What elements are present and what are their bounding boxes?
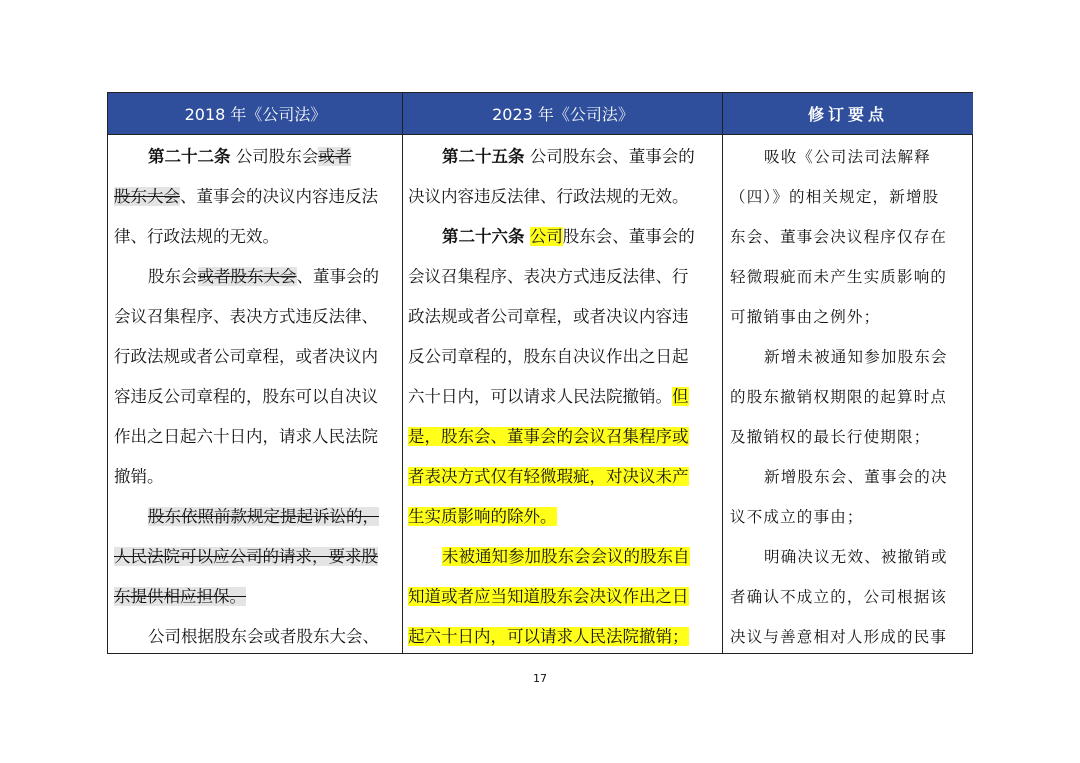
text-line [114,377,399,417]
strike-text-segment: 人民法院可以应公司的请求，要求股 [114,547,378,566]
text-line [730,257,966,297]
text-line [730,177,966,217]
text-line [408,537,719,577]
text-segment: 股东会 [148,267,198,286]
text-line [408,617,719,653]
page-number: 17 [533,672,547,685]
strike-text-segment: 或者股东大会 [197,267,297,286]
yellow-text-segment: 者表决方式仅有轻微瑕疵，对决议未产 [408,467,689,486]
text-segment: 会议召集程序、表决方式违反法律、 [114,307,378,326]
yellow-text-segment: 未被通知参加股东会会议的股东自 [442,547,690,566]
text-segment: 公司股东会 [230,147,319,166]
header-2023-law: 2023 年《公司法》 [403,93,723,134]
text-line [730,217,966,257]
text-segment: 作出之日起六十日内，请求人民法院 [114,427,378,446]
text-line [408,257,719,297]
text-segment: 新增股东会、董事会的决 [764,468,948,486]
text-segment: 会议召集程序、表决方式违反法律、行 [408,267,689,286]
text-line [114,457,399,497]
header-revision-points: 修订要点 [723,93,973,134]
text-line [408,297,719,337]
yellow-text-segment: 生实质影响的除外。 [408,507,557,526]
text-segment: 者确认不成立的，公司根据该 [730,588,948,606]
comparison-table [107,92,973,654]
column-divider [722,93,723,653]
strike-text-segment: 东提供相应担保。 [114,587,246,606]
text-line [408,137,719,177]
text-segment: 的股东撤销权期限的起算时点 [730,388,948,406]
text-segment: 决议内容违反法律、行政法规的无效。 [408,187,689,206]
text-line [114,537,399,577]
text-segment: 容违反公司章程的，股东可以自决议 [114,387,378,406]
text-line [730,417,966,457]
text-line [408,337,719,377]
text-segment: 可撤销事由之例外； [730,308,881,326]
text-line [730,497,966,537]
text-line [114,257,399,297]
text-line [408,457,719,497]
text-line [408,577,719,617]
text-line [730,577,966,617]
bold-text-segment: 第二十二条 [148,147,231,166]
column-divider [402,93,403,653]
text-segment: 六十日内，可以请求人民法院撤销。 [408,387,672,406]
text-segment: （四）》的相关规定，新增股 [730,188,940,206]
strike-text-segment: 股东依照前款规定提起诉讼的， [148,507,379,526]
column-revision-notes [730,135,966,653]
text-segment: 公司股东会、董事会的 [524,147,695,166]
yellow-text-segment: 起六十日内，可以请求人民法院撤销； [408,627,689,646]
yellow-text-segment: 是，股东会、董事会的会议召集程序或 [408,427,689,446]
text-segment: 东会、董事会决议程序仅存在 [730,228,948,246]
text-line [730,337,966,377]
column-2018-text [114,135,399,653]
text-line [730,457,966,497]
text-line [730,617,966,653]
column-2023-text [408,135,719,653]
text-line [114,417,399,457]
bold-text-segment: 第二十五条 [442,147,525,166]
text-line [408,377,719,417]
yellow-text-segment: 知道或者应当知道股东会决议作出之日 [408,587,689,606]
header-2018-law: 2018 年《公司法》 [108,93,403,134]
text-line [114,137,399,177]
text-line [114,177,399,217]
text-line [730,537,966,577]
text-segment: 反公司章程的，股东自决议作出之日起 [408,347,689,366]
text-line [114,337,399,377]
text-segment: 轻微瑕疵而未产生实质影响的 [730,268,948,286]
text-segment: 律、行政法规的无效。 [114,227,279,246]
text-segment: 决议与善意相对人形成的民事 [730,628,948,646]
text-segment: 股东会、董事会的 [562,227,695,246]
text-segment: 、董事会的决议内容违反法 [180,187,378,206]
text-segment: 新增未被通知参加股东会 [764,348,948,366]
text-line [114,577,399,617]
text-line [114,217,399,257]
text-segment: 、董事会的 [296,267,379,286]
text-line [114,297,399,337]
strike-text-segment: 股东大会 [114,187,180,206]
text-segment: 撤销。 [114,467,164,486]
text-line [408,217,719,257]
text-line [114,617,399,653]
text-line [408,177,719,217]
text-line [730,137,966,177]
strike-text-segment: 或者 [318,147,352,166]
text-line [408,417,719,457]
text-segment: 行政法规或者公司章程，或者决议内 [114,347,378,366]
text-line [730,377,966,417]
text-segment: 政法规或者公司章程，或者决议内容违 [408,307,689,326]
text-line [408,497,719,537]
yellow-text-segment: 但 [672,387,689,406]
text-segment: 及撤销权的最长行使期限； [730,428,931,446]
text-segment: 公司根据股东会或者股东大会、 [148,627,379,646]
text-segment: 议不成立的事由； [730,508,864,526]
text-line [114,497,399,537]
text-segment: 明确决议无效、被撤销或 [764,548,948,566]
text-segment [525,227,530,246]
bold-text-segment: 第二十六条 [442,227,525,246]
text-segment: 吸收《公司法司法解释 [764,148,932,166]
text-line [730,297,966,337]
yellow-text-segment: 公司 [529,227,563,246]
